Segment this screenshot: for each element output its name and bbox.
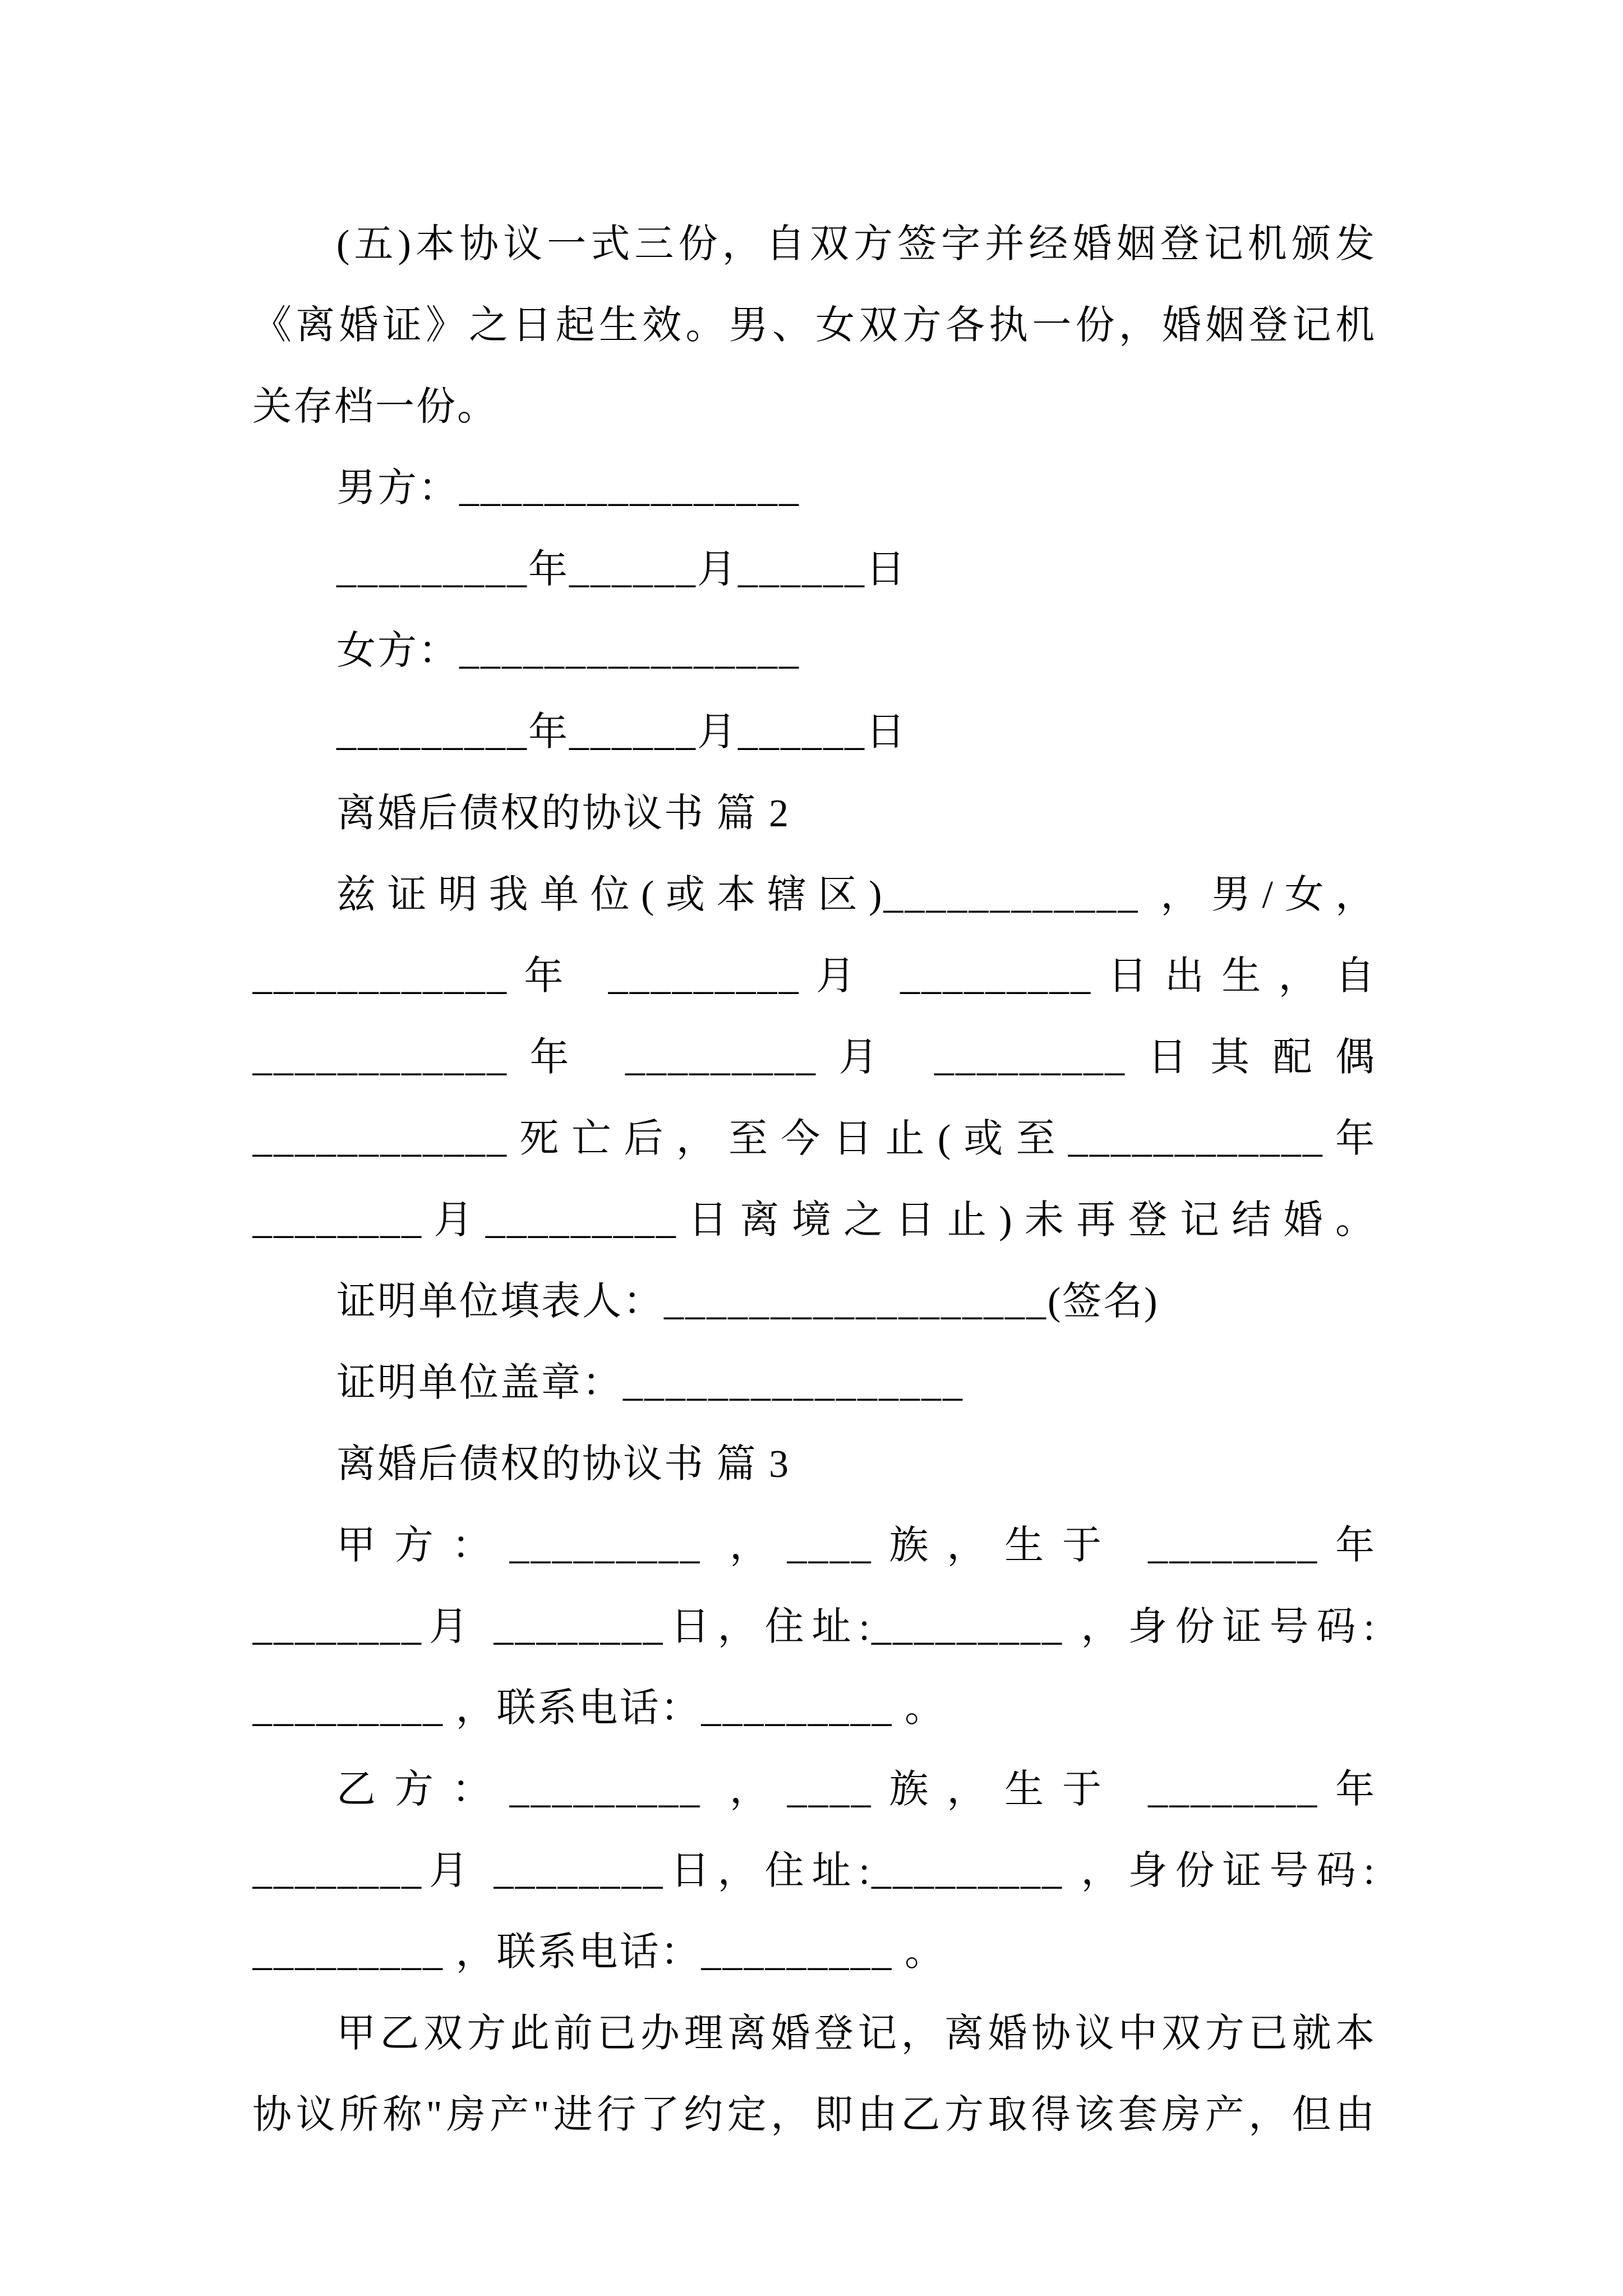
part2-departure-line: ________月_________日离境之日止)未再登记结婚。 (252, 1199, 1376, 1242)
section-title-part-2: 离婚后债权的协议书 篇 2 (336, 792, 790, 835)
section-title-part-3: 离婚后债权的协议书 篇 3 (336, 1443, 790, 1486)
party-b-info-line-1: 乙方：_________ ，____族，生于 ________年 (336, 1768, 1376, 1811)
wife-signature-line: 女方：________________ (336, 629, 800, 673)
part2-death-line: ____________死亡后，至今日止(或至____________年 (252, 1117, 1376, 1161)
document-content (252, 204, 1376, 2156)
husband-signature-line: 男方：________________ (336, 467, 800, 510)
certifier-seal-line: 证明单位盖章：________________ (336, 1361, 964, 1405)
part2-spouse-date-line: ____________年 _________月 _________日其配偶 (252, 1036, 1376, 1079)
part3-body-line-2: 协议所称"房产"进行了约定，即由乙方取得该套房产，但由 (252, 2093, 1376, 2137)
clause-five-line-3: 关存档一份。 (252, 385, 498, 429)
part2-birthdate-line: ____________年 _________月 _________日出生，自 (252, 955, 1376, 998)
party-a-info-line-2: ________月 ________日，住址:_________ ，身份证号码: (252, 1605, 1376, 1649)
husband-date-line: _________年______月______日 (336, 548, 907, 591)
part3-body-line-1: 甲乙双方此前已办理离婚登记，离婚协议中双方已就本 (336, 2012, 1376, 2055)
wife-date-line: _________年______月______日 (336, 711, 907, 754)
certifier-signature-line: 证明单位填表人：__________________(签名) (336, 1280, 1159, 1323)
party-a-info-line-3: _________ ，联系电话：_________ 。 (252, 1687, 946, 1730)
clause-five-line-1: (五)本协议一式三份，自双方签字并经婚姻登记机颁发 (336, 223, 1376, 266)
clause-five-line-2: 《离婚证》之日起生效。男、女双方各执一份，婚姻登记机 (252, 304, 1376, 347)
part2-intro-line: 兹证明我单位(或本辖区)____________ ，男/女， (336, 873, 1376, 917)
party-a-info-line-1: 甲方：_________ ，____族，生于 ________年 (336, 1524, 1376, 1567)
party-b-info-line-3: _________ ，联系电话：_________ 。 (252, 1931, 946, 1974)
party-b-info-line-2: ________月 ________日，住址:_________ ，身份证号码: (252, 1849, 1376, 1893)
